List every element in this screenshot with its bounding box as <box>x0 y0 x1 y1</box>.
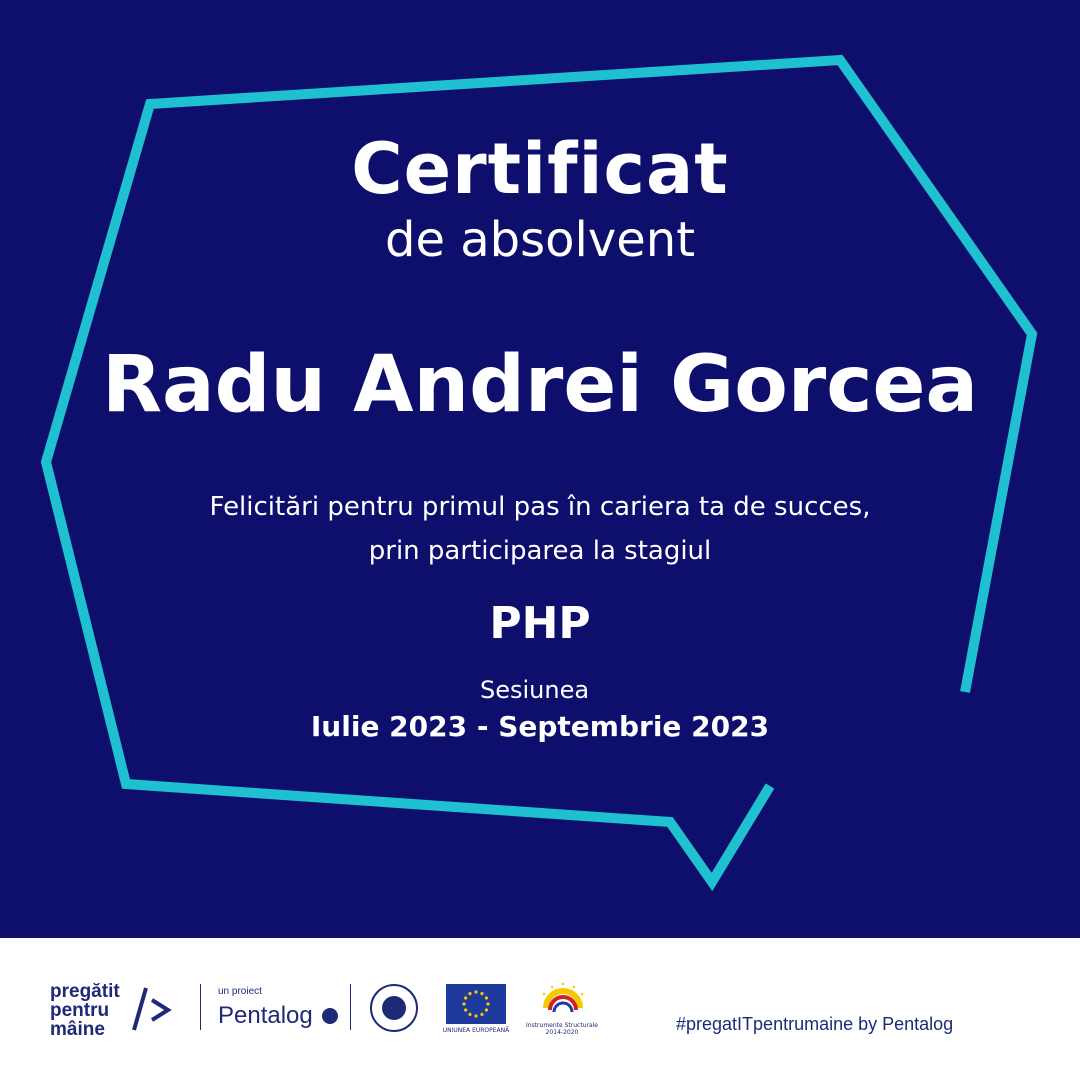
eu-flag-icon <box>446 984 506 1024</box>
code-slash-icon <box>124 982 176 1034</box>
pentalog-logo-icon <box>322 1008 338 1024</box>
divider <box>350 984 351 1030</box>
brand-line-2: pentru <box>50 1000 110 1021</box>
divider <box>200 984 201 1030</box>
session-label: Sesiunea <box>480 676 590 704</box>
footer-bar <box>0 938 1080 1080</box>
recipient-name: Radu Andrei Gorcea <box>101 340 979 430</box>
is-caption-line-2: 2014-2020 <box>545 1029 579 1036</box>
message-line-1: Felicitări pentru primul pas în cariera ta de succes, <box>209 492 871 522</box>
is-caption-line-1: Instrumente Structurale <box>526 1022 598 1029</box>
company-name: Pentalog <box>218 1002 313 1029</box>
course-name: PHP <box>489 598 591 649</box>
brand-line-3: mâine <box>50 1019 105 1040</box>
certificate-title: Certificat <box>351 128 729 210</box>
project-label: un proiect <box>218 986 262 997</box>
brand-line-1: pregătit <box>50 981 120 1002</box>
government-seal-icon <box>370 984 418 1032</box>
message-line-2: prin participarea la stagiul <box>368 536 712 566</box>
session-dates: Iulie 2023 - Septembrie 2023 <box>310 710 770 743</box>
brand-logo <box>50 982 120 1039</box>
eu-caption: UNIUNEA EUROPEANĂ <box>442 1027 510 1034</box>
certificate-subtitle: de absolvent <box>384 212 696 268</box>
structural-instruments-caption <box>522 1022 602 1036</box>
hashtag-text: #pregatITpentrumaine by Pentalog <box>676 1014 954 1034</box>
